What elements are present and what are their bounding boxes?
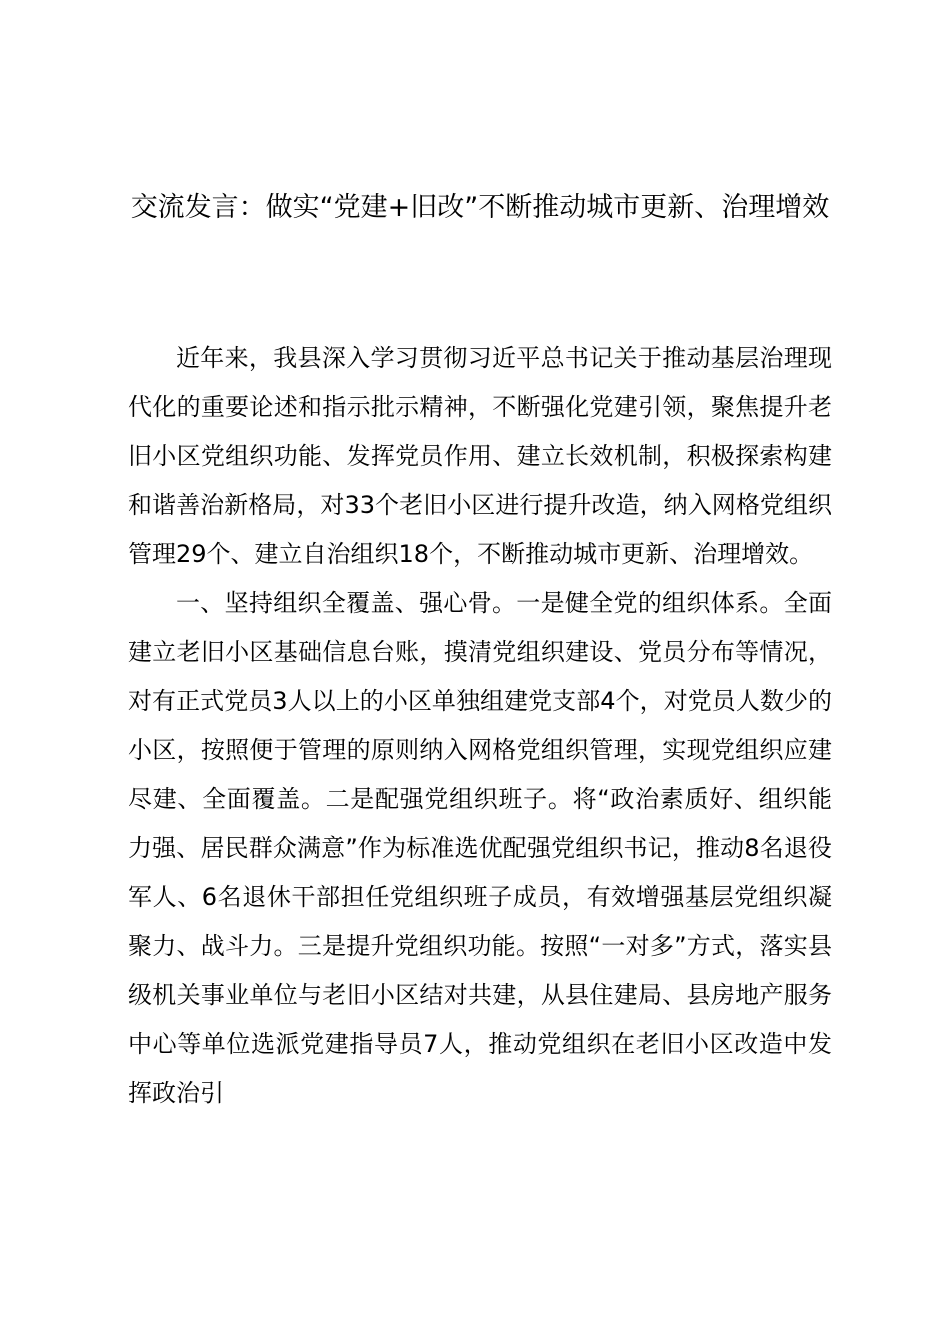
document-title: 交流发言：做实“党建+旧改”不断推动城市更新、治理增效 [130, 192, 830, 223]
paragraph-intro: 近年来，我县深入学习贯彻习近平总书记关于推动基层治理现代化的重要论述和指示批示精神，不断强化党建引领，聚焦提升老旧小区党组织功能、发挥党员作用、建立长效机制，积极探索构建和谐善治新格局，对33个老旧小区进行提升改造，纳入网格党组织管理29个、建立自治组织18个，不断推动城市更新、治理增效。 [128, 344, 832, 568]
paragraph-section-one: 一、坚持组织全覆盖、强心骨。一是健全党的组织体系。全面建立老旧小区基础信息台账，摸清党组织建设、党员分布等情况，对有正式党员3人以上的小区单独组建党支部4个，对党员人数少的小区，按照便于管理的原则纳入网格党组织管理，实现党组织应建尽建、全面覆盖。二是配强党组织班子。将“政治素质好、组织能力强、居民群众满意”作为标准选优配强党组织书记，推动8名退役军人、6名退休干部担任党组织班子成员，有效增强基层党组织凝聚力、战斗力。三是提升党组织功能。按照“一对多”方式，落实县级机关事业单位与老旧小区结对共建，从县住建局、县房地产服务中心等单位选派党建指导员7人，推动党组织在老旧小区改造中发挥政治引 [128, 589, 832, 1107]
document-body [128, 334, 832, 1118]
